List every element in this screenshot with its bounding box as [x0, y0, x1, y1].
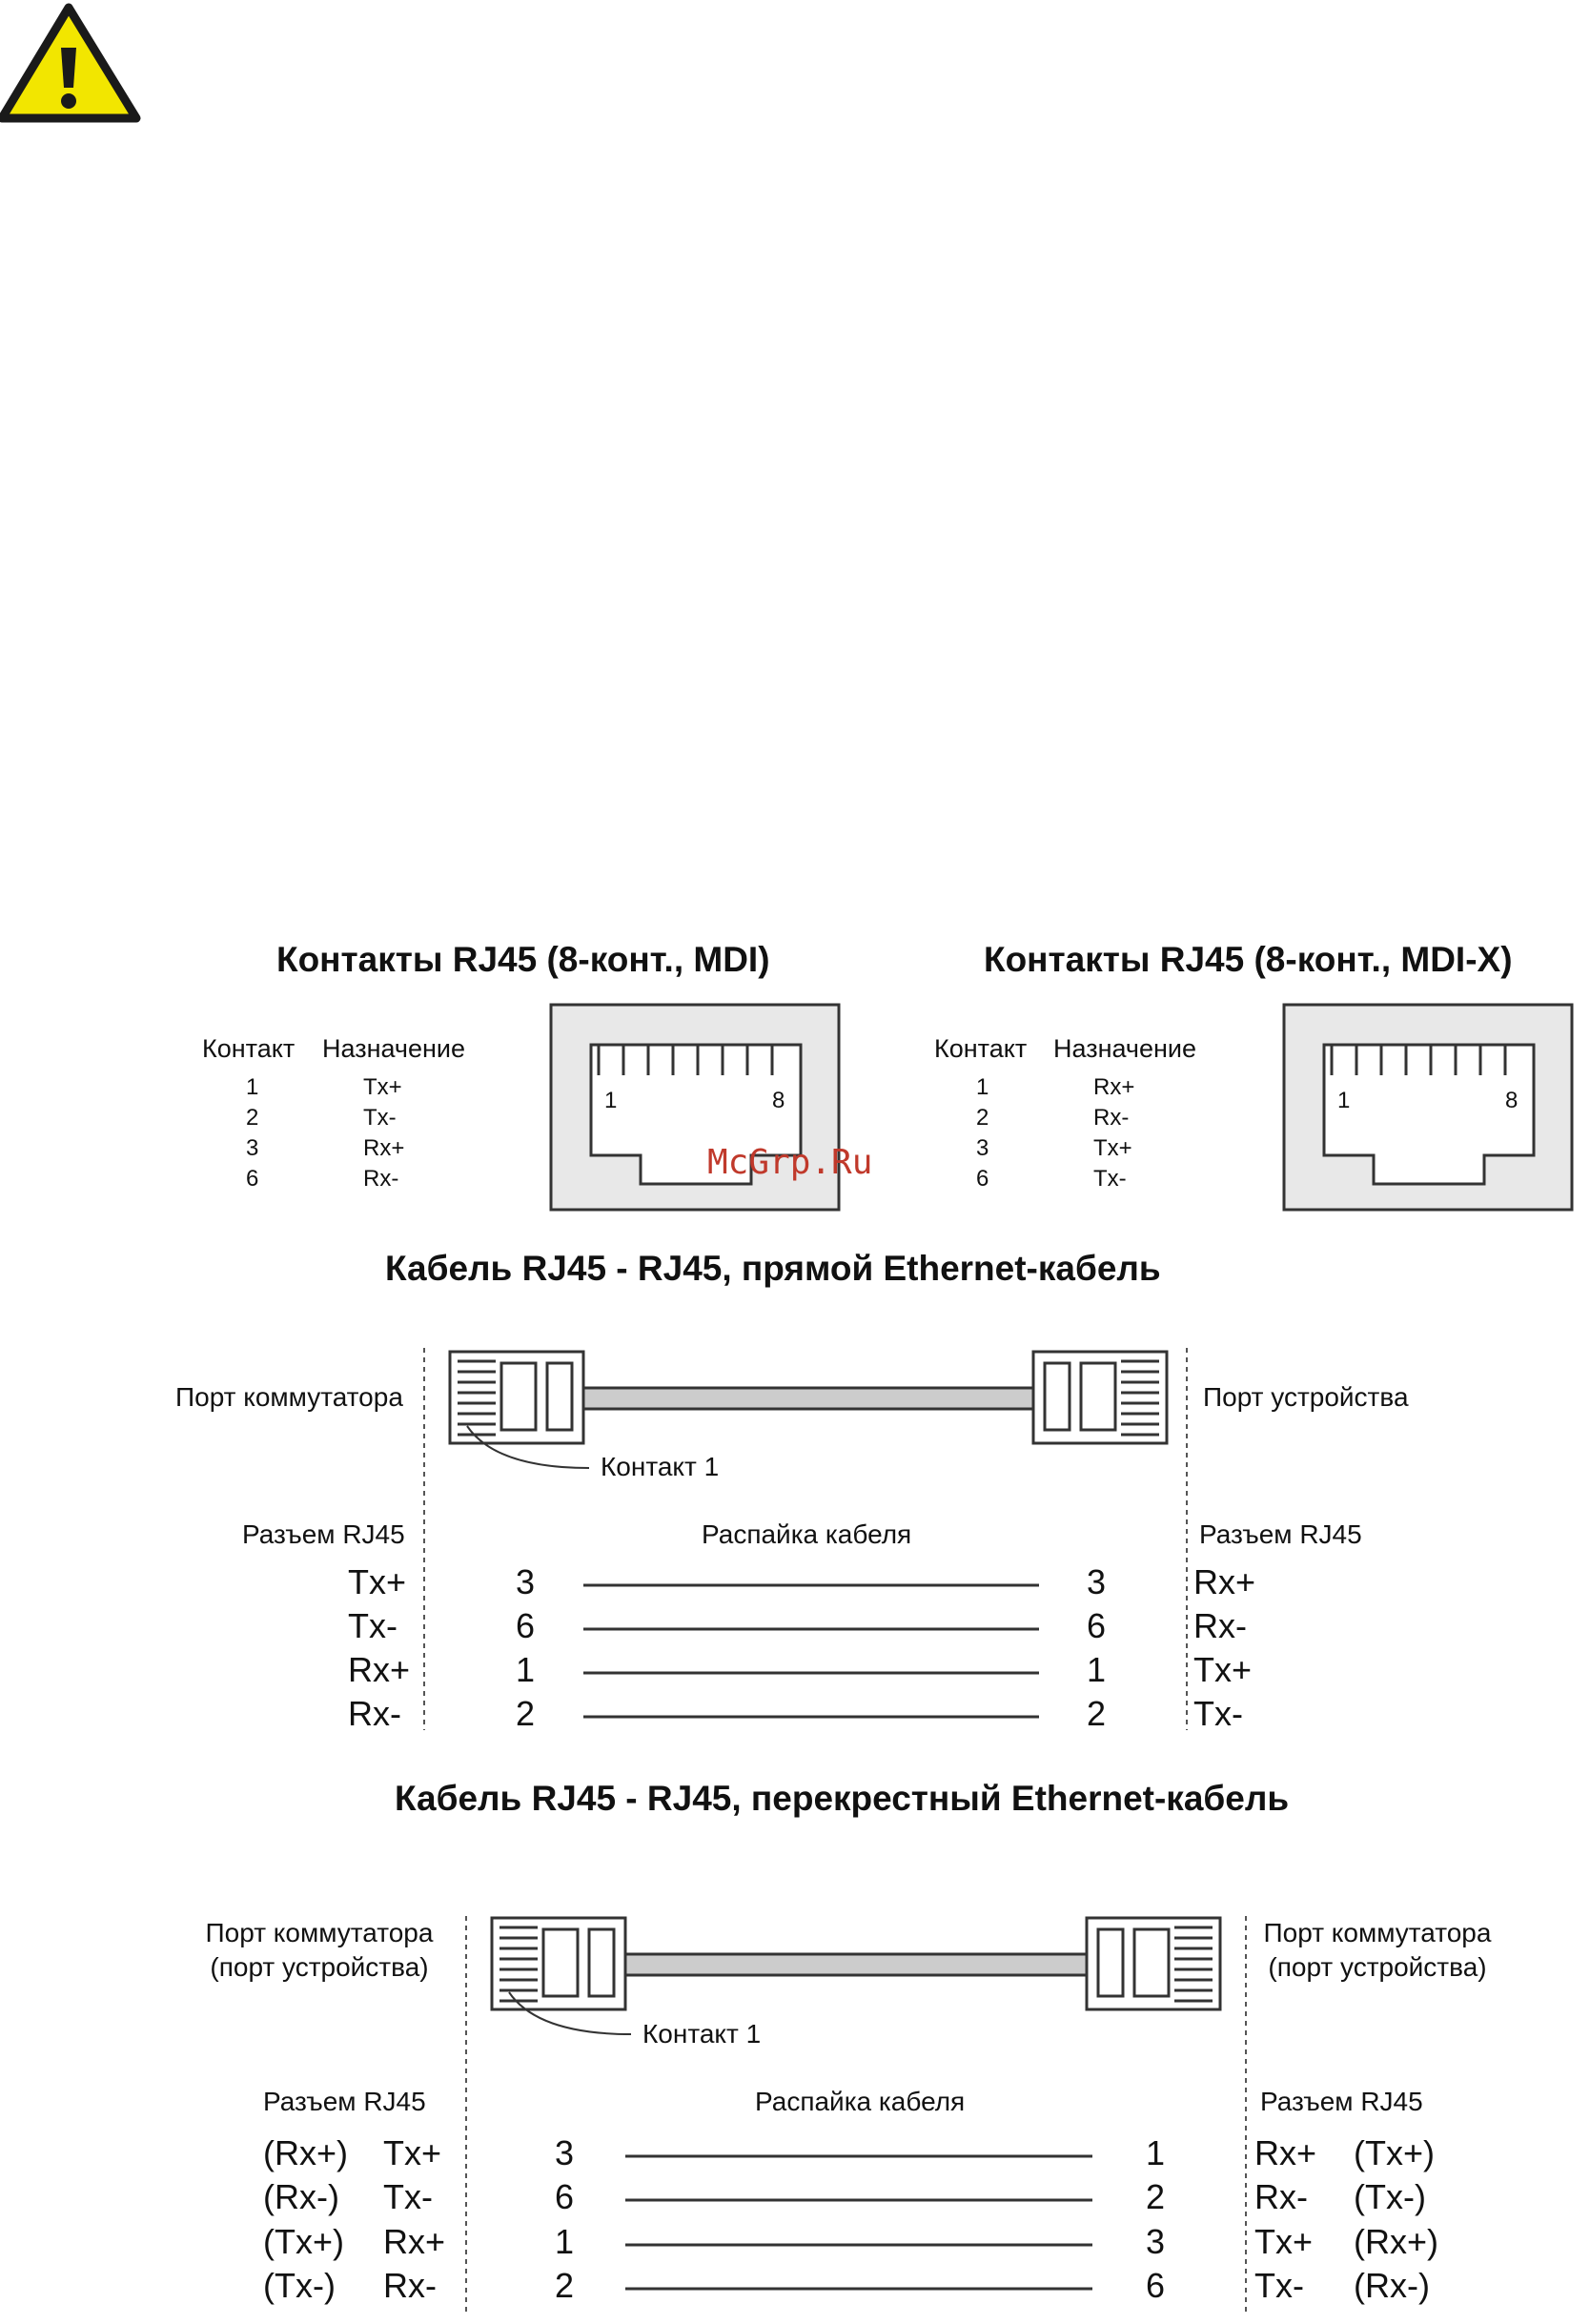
mdix-jack-pin-label: 8: [1505, 1088, 1519, 1113]
crossover-right-alt: (Tx+): [1354, 2133, 1435, 2172]
mdix-function-header: Назначение: [1053, 1034, 1197, 1063]
crossover-left-port-label: Порт коммутатора: [205, 1918, 434, 1947]
crossover-wiring-label: Распайка кабеля: [755, 2087, 966, 2116]
straight-left-signal: Tx+: [348, 1562, 407, 1601]
crossover-right-port-label: Порт коммутатора: [1263, 1918, 1492, 1947]
crossover-right-signal: Tx-: [1254, 2266, 1304, 2305]
mdi-contact: 1: [246, 1074, 259, 1100]
straight-left-pin: 2: [516, 1694, 536, 1733]
crossover-contact1-label: Контакт 1: [642, 2019, 762, 2049]
crossover-left-pin: 1: [555, 2222, 575, 2261]
crossover-left-pin: 3: [555, 2133, 575, 2172]
straight-left-pin: 6: [516, 1606, 536, 1645]
mdix-contact: 1: [976, 1074, 989, 1100]
straight-right-port-label: Порт устройства: [1203, 1382, 1409, 1412]
mdix-pinout-title: Контакты RJ45 (8-конт., MDI-X): [984, 940, 1513, 979]
mdi-function-header: Назначение: [322, 1034, 466, 1063]
mdi-function: Rx-: [363, 1166, 399, 1192]
straight-right-pin: 6: [1087, 1606, 1107, 1645]
straight-right-pin: 3: [1087, 1562, 1107, 1601]
straight-right-signal: Rx+: [1193, 1562, 1256, 1601]
rj45-jack-mdix: [1284, 1005, 1572, 1210]
crossover-left-pin: 6: [555, 2177, 575, 2216]
crossover-right-plug: [1087, 1918, 1220, 2009]
crossover-right-alt: (Rx+): [1354, 2222, 1438, 2261]
crossover-right-pin: 2: [1146, 2177, 1166, 2216]
crossover-right-pin: 1: [1146, 2133, 1166, 2172]
straight-right-pin: 2: [1087, 1694, 1107, 1733]
mdix-jack-pin-label: 1: [1337, 1088, 1351, 1113]
straight-cable-body: [583, 1388, 1033, 1409]
mdix-function: Tx+: [1093, 1135, 1132, 1161]
mdi-jack-pin-label: 8: [772, 1088, 785, 1113]
mdix-contact: 2: [976, 1105, 989, 1131]
straight-right-connector-label: Разъем RJ45: [1199, 1519, 1362, 1549]
warning-triangle-icon: [2, 8, 136, 118]
straight-wiring-label: Распайка кабеля: [702, 1519, 912, 1549]
mdi-contact: 2: [246, 1105, 259, 1131]
mdix-function: Rx-: [1093, 1105, 1130, 1131]
straight-wires: [583, 1585, 1039, 1717]
straight-left-signal: Rx+: [348, 1650, 411, 1689]
mdi-pinout-title: Контакты RJ45 (8-конт., MDI): [276, 940, 770, 979]
crossover-left-port-sublabel: (порт устройства): [210, 1952, 429, 1982]
straight-right-signal: Rx-: [1193, 1606, 1247, 1645]
straight-left-port-label: Порт коммутатора: [175, 1382, 403, 1412]
straight-left-pin: 1: [516, 1650, 536, 1689]
mdix-contact-header: Контакт: [934, 1034, 1028, 1063]
crossover-left-pin: 2: [555, 2266, 575, 2305]
mdi-function: Tx+: [363, 1074, 402, 1100]
crossover-right-signal: Rx-: [1254, 2177, 1308, 2216]
crossover-right-pin: 3: [1146, 2222, 1166, 2261]
mdix-function: Tx-: [1093, 1166, 1127, 1192]
straight-contact1-label: Контакт 1: [601, 1452, 720, 1481]
crossover-right-signal: Tx+: [1254, 2222, 1314, 2261]
crossover-left-alt: (Tx-): [263, 2266, 336, 2305]
straight-left-signal: Tx-: [348, 1606, 398, 1645]
mdix-function: Rx+: [1093, 1074, 1135, 1100]
mdix-contact: 3: [976, 1135, 989, 1161]
crossover-right-pin: 6: [1146, 2266, 1166, 2305]
crossover-cable-title: Кабель RJ45 - RJ45, перекрестный Ethernet-кабель: [395, 1779, 1290, 1818]
mdi-function: Rx+: [363, 1135, 405, 1161]
crossover-wires: [625, 2156, 1092, 2289]
straight-right-pin: 1: [1087, 1650, 1107, 1689]
straight-right-signal: Tx-: [1193, 1694, 1243, 1733]
crossover-left-alt: (Rx-): [263, 2177, 339, 2216]
crossover-right-signal: Rx+: [1254, 2133, 1317, 2172]
mdi-contact: 3: [246, 1135, 259, 1161]
crossover-left-alt: (Rx+): [263, 2133, 348, 2172]
crossover-right-connector-label: Разъем RJ45: [1260, 2087, 1423, 2116]
crossover-left-connector-label: Разъем RJ45: [263, 2087, 426, 2116]
mdi-jack-pin-label: 1: [604, 1088, 618, 1113]
crossover-right-alt: (Rx-): [1354, 2266, 1430, 2305]
mdix-contact: 6: [976, 1166, 989, 1192]
mdi-contact: 6: [246, 1166, 259, 1192]
straight-right-plug: [1033, 1352, 1167, 1443]
straight-left-signal: Rx-: [348, 1694, 401, 1733]
crossover-left-signal: Tx+: [383, 2133, 442, 2172]
straight-left-connector-label: Разъем RJ45: [242, 1519, 405, 1549]
crossover-left-signal: Rx+: [383, 2222, 446, 2261]
straight-cable-title: Кабель RJ45 - RJ45, прямой Ethernet-кабель: [385, 1249, 1161, 1288]
mdi-contact-header: Контакт: [202, 1034, 296, 1063]
watermark: McGrp.Ru: [707, 1143, 873, 1182]
mdi-function: Tx-: [363, 1105, 397, 1131]
straight-right-signal: Tx+: [1193, 1650, 1253, 1689]
crossover-left-signal: Tx-: [383, 2177, 433, 2216]
crossover-left-signal: Rx-: [383, 2266, 437, 2305]
crossover-cable-body: [625, 1954, 1087, 1975]
crossover-right-port-sublabel: (порт устройства): [1268, 1952, 1487, 1982]
straight-left-pin: 3: [516, 1562, 536, 1601]
crossover-right-alt: (Tx-): [1354, 2177, 1426, 2216]
crossover-left-alt: (Tx+): [263, 2222, 344, 2261]
